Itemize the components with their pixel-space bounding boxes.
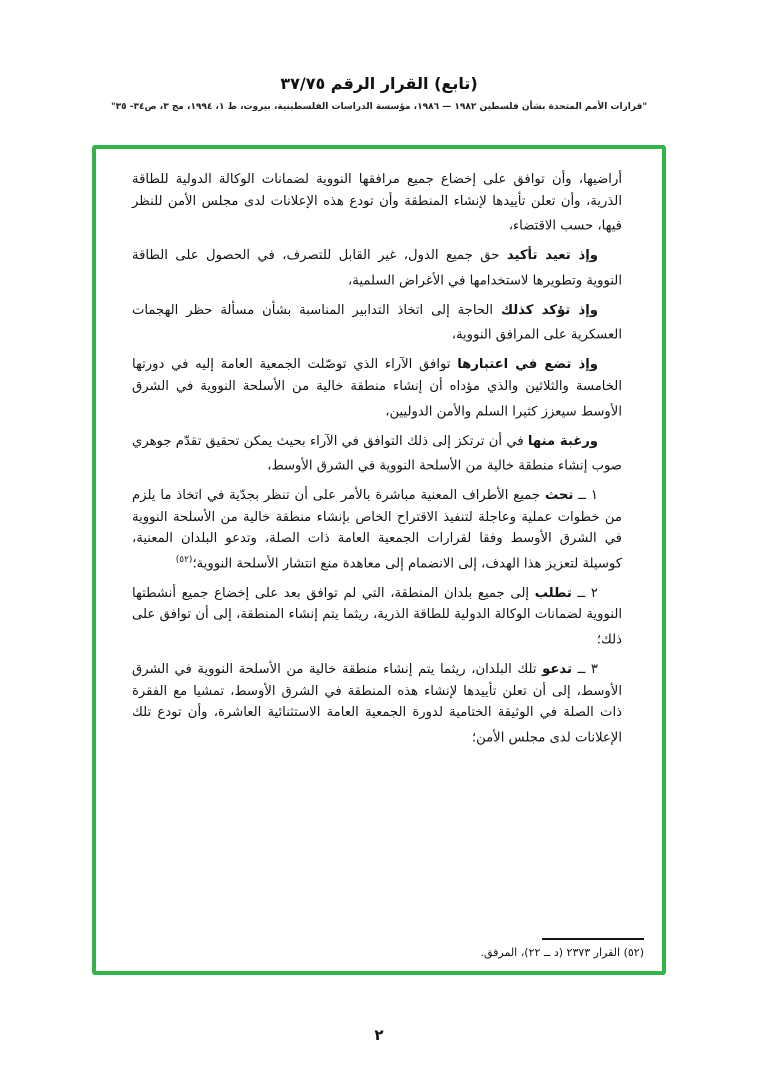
document-header	[0, 74, 758, 112]
paragraph-text: أراضيها، وأن توافق على إخضاع جميع مرافقها النووية لضمانات الوكالة الدولية للطاقة الذرية، وأن تعلن تأييدها لإنشاء المنطقة وأن تودع هذه الإعلانات لدى مجلس الأمن للنظر فيها، حسب الاقتضاء،	[132, 172, 622, 234]
body-paragraph	[132, 169, 622, 237]
body-paragraph	[132, 354, 622, 422]
footnote-ref: (٥٢)	[175, 554, 193, 565]
footnote-separator	[542, 938, 644, 940]
body-paragraph	[132, 583, 622, 651]
body-paragraph	[132, 431, 622, 478]
body-paragraph	[132, 485, 622, 575]
body-paragraph	[132, 245, 622, 292]
body-paragraph	[132, 659, 622, 749]
paragraph-text: تلك البلدان، ريثما يتم إنشاء منطقة خالية من الأسلحة النووية في الشرق الأوسط، إلى أن تعلن تأييدها لإنشاء هذه المنطقة في الشرق الأوسط، تمشيا مع الفقرة ذات الصلة في الوثيقة الختامية لدورة الجمعية العامة الاستثنائية العاشرة، وأن تودع تلك الإعلانات لدى مجلس الأمن؛	[132, 662, 622, 746]
paragraph-text: توافق الآراء الذي توصّلت الجمعية العامة إليه في دورتها الخامسة والثلاثين والذي مؤداه أن إنشاء منطقة خالية من الأسلحة النووية في الشرق الأوسط سيعزز كثيرا السلم والأمن الدوليين،	[132, 357, 622, 419]
paragraph-number: ٢ ــ	[571, 585, 598, 601]
paragraph-lead: تطلب	[534, 585, 572, 601]
paragraph-lead: تحث	[544, 488, 574, 504]
paragraph-lead: وإذ تؤكد كذلك	[500, 302, 598, 318]
paragraph-text: جميع الأطراف المعنية مباشرة بالأمر على أن تنظر بجدّية في اتخاذ ما يلزم من خطوات عملية وعاجلة لتنفيذ الاقتراح الخاص بإنشاء منطقة خالية من الأسلحة النووية في الشرق الأوسط وفقا لقرارات الجمعية العامة ذات الصلة، وتدعو البلدان المعنية، كوسيلة لتعزيز هذا الهدف، إلى الانضمام إلى معاهدة منع انتشار الأسلحة النووية؛	[132, 488, 622, 572]
paragraph-lead: وإذ تعيد تأكيد	[506, 248, 598, 264]
footnote-area	[136, 938, 644, 959]
paragraph-lead: تدعو	[542, 662, 572, 678]
paragraph-text: إلى جميع بلدان المنطقة، التي لم توافق بعد على إخضاع جميع أنشطتها النووية لضمانات الوكالة الدولية للطاقة الذرية، ريثما يتم إنشاء المنطقة، إلى أن توافق على ذلك؛	[132, 585, 622, 648]
paragraph-number: ٣ ــ	[572, 662, 598, 678]
body-text	[132, 169, 622, 757]
source-citation: "قرارات الأمم المتحدة بشأن فلسطين ١٩٨٢ — ١٩٨٦، مؤسسة الدراسات الفلسطينية، بيروت، ط ١، ١٩٩٤، مج ٣، ص٣٤- ٣٥"	[110, 102, 648, 112]
page-title: (تابع) القرار الرقم ٣٧/٧٥	[280, 74, 478, 93]
content-frame	[92, 145, 666, 975]
paragraph-text: الحاجة إلى اتخاذ التدابير المناسبة بشأن مسألة حظر الهجمات العسكرية على المرافق النووية،	[132, 302, 622, 343]
footnote-text: (٥٢) القرار ٢٣٧٣ (د ــ ٢٢)، المرفق.	[480, 946, 644, 959]
page-number: ٢	[374, 1026, 384, 1044]
paragraph-number: ١ ــ	[573, 488, 598, 504]
paragraph-text: حق جميع الدول، غير القابل للتصرف، في الحصول على الطاقة النووية وتطويرها لاستخدامها في الأغراض السلمية،	[132, 248, 622, 289]
paragraph-lead: وإذ تضع في اعتبارها	[457, 357, 598, 373]
paragraph-lead: ورغبة منها	[527, 433, 598, 449]
paragraph-text: في أن ترتكز إلى ذلك التوافق في الآراء بحيث يمكن تحقيق تقدّم جوهري صوب إنشاء منطقة خالية من الأسلحة النووية في الشرق الأوسط،	[132, 433, 622, 474]
body-paragraph	[132, 300, 622, 347]
